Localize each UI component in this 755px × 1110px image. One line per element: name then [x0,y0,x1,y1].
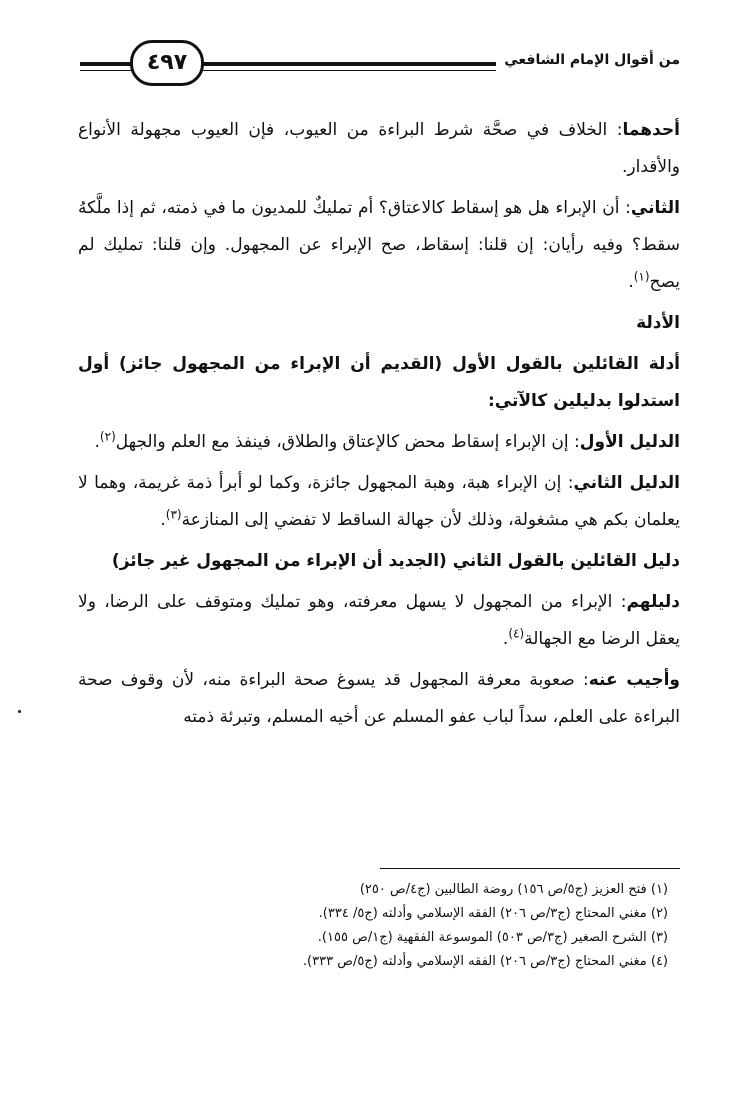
page-body [78,112,680,740]
footnote-1: (١) فتح العزيز (ج٥/ص ١٥٦) روضة الطالبين (ج٤/ص ٢٥٠) [359,882,668,897]
lead-second-issue: الثاني [630,198,680,218]
footnote-2: (٢) مغني المحتاج (ج٣/ص ٢٠٦) الفقه الإسلامي وأدلته (ج٥/ ٣٣٤). [318,906,668,921]
paragraph-their-evidence [78,584,680,658]
text-second-evidence: : إن الإبراء هبة، وهبة المجهول جائزة، وكما لو أبرأ ذمة غريمة، وهما لا يعلمان بكم هي مشغولة، وذلك لأن جهالة الساقط لا تفضي إلى المنازعة [78,473,680,530]
page-header [80,40,680,88]
paragraph-second-issue [78,190,680,301]
punctuation: . [502,629,509,649]
footnote-4: (٤) مغني المحتاج (ج٣/ص ٢٠٦) الفقه الإسلامي وأدلته (ج٥/ص ٣٣٣). [302,954,668,969]
lead-first-evidence: الدليل الأول [579,432,680,452]
text-first-evidence: : إن الإبراء إسقاط محض كالإعتاق والطلاق، فينفذ مع العلم والجهل [115,432,580,452]
paragraph-first-issue [78,112,680,186]
text-their-evidence: : الإبراء من المجهول لا يسهل معرفته، وهو تمليك ومتوقف على الرضا، ولا يعقل الرضا مع الجهالة [78,592,680,649]
lead-first-issue: أحدهما [622,120,680,140]
heading-second-opinion: دليل القائلين بالقول الثاني (الجديد أن الإبراء من المجهول غير جائز) [111,551,680,571]
section-heading-evidence: الأدلة [636,313,680,333]
page-number: ٤٩٧ [130,40,204,86]
lead-response: وأجيب عنه [588,670,680,690]
footnotes [78,878,680,974]
paragraph-second-evidence [78,465,680,539]
text-first-issue: : الخلاف في صحَّة شرط البراءة من العيوب، فإن العيوب مجهولة الأنواع والأقدار. [78,120,680,177]
lead-second-evidence: الدليل الثاني [573,473,681,493]
text-second-issue: : أن الإبراء هل هو إسقاط كالاعتاق؟ أم تمليكٌ للمديون ما في ذمته، ثم إذا ملَّكهُ سقط؟ وفيه رأيان: إن قلنا: إسقاط، صح الإبراء عن المجهول. وإن قلنا: تمليك لم يصح [78,198,680,292]
punctuation: . [94,432,100,452]
footnote-separator [380,868,680,869]
punctuation: . [628,272,634,292]
footnote-ref-1[interactable]: (١) [633,269,650,284]
footnote-3: (٣) الشرح الصغير (ج٣/ص ٥٠٣) الموسوعة الفقهية (ج١/ص ١٥٥). [317,930,668,945]
running-title: من أقوال الإمام الشافعي [496,48,680,72]
paragraph-response [78,662,680,736]
text-response: : صعوبة معرفة المجهول قد يسوغ صحة البراءة منه، لأن وقوف صحة البراءة على العلم، سداً لباب عفو المسلم عن أخيه المسلم، وتبرئة ذمته [78,670,680,727]
paragraph-first-evidence [78,424,680,461]
scan-speck [18,710,21,713]
footnote-ref-2[interactable]: (٢) [99,429,116,444]
heading-first-opinion: أدلة القائلين بالقول الأول (القديم أن الإبراء من المجهول جائز) أول استدلوا بدليلين كالآتي: [78,354,680,411]
lead-their-evidence: دليلهم [626,592,680,612]
footnote-ref-3[interactable]: (٣) [165,507,182,522]
punctuation: . [160,510,166,530]
footnote-ref-4[interactable]: (٤) [508,626,525,641]
